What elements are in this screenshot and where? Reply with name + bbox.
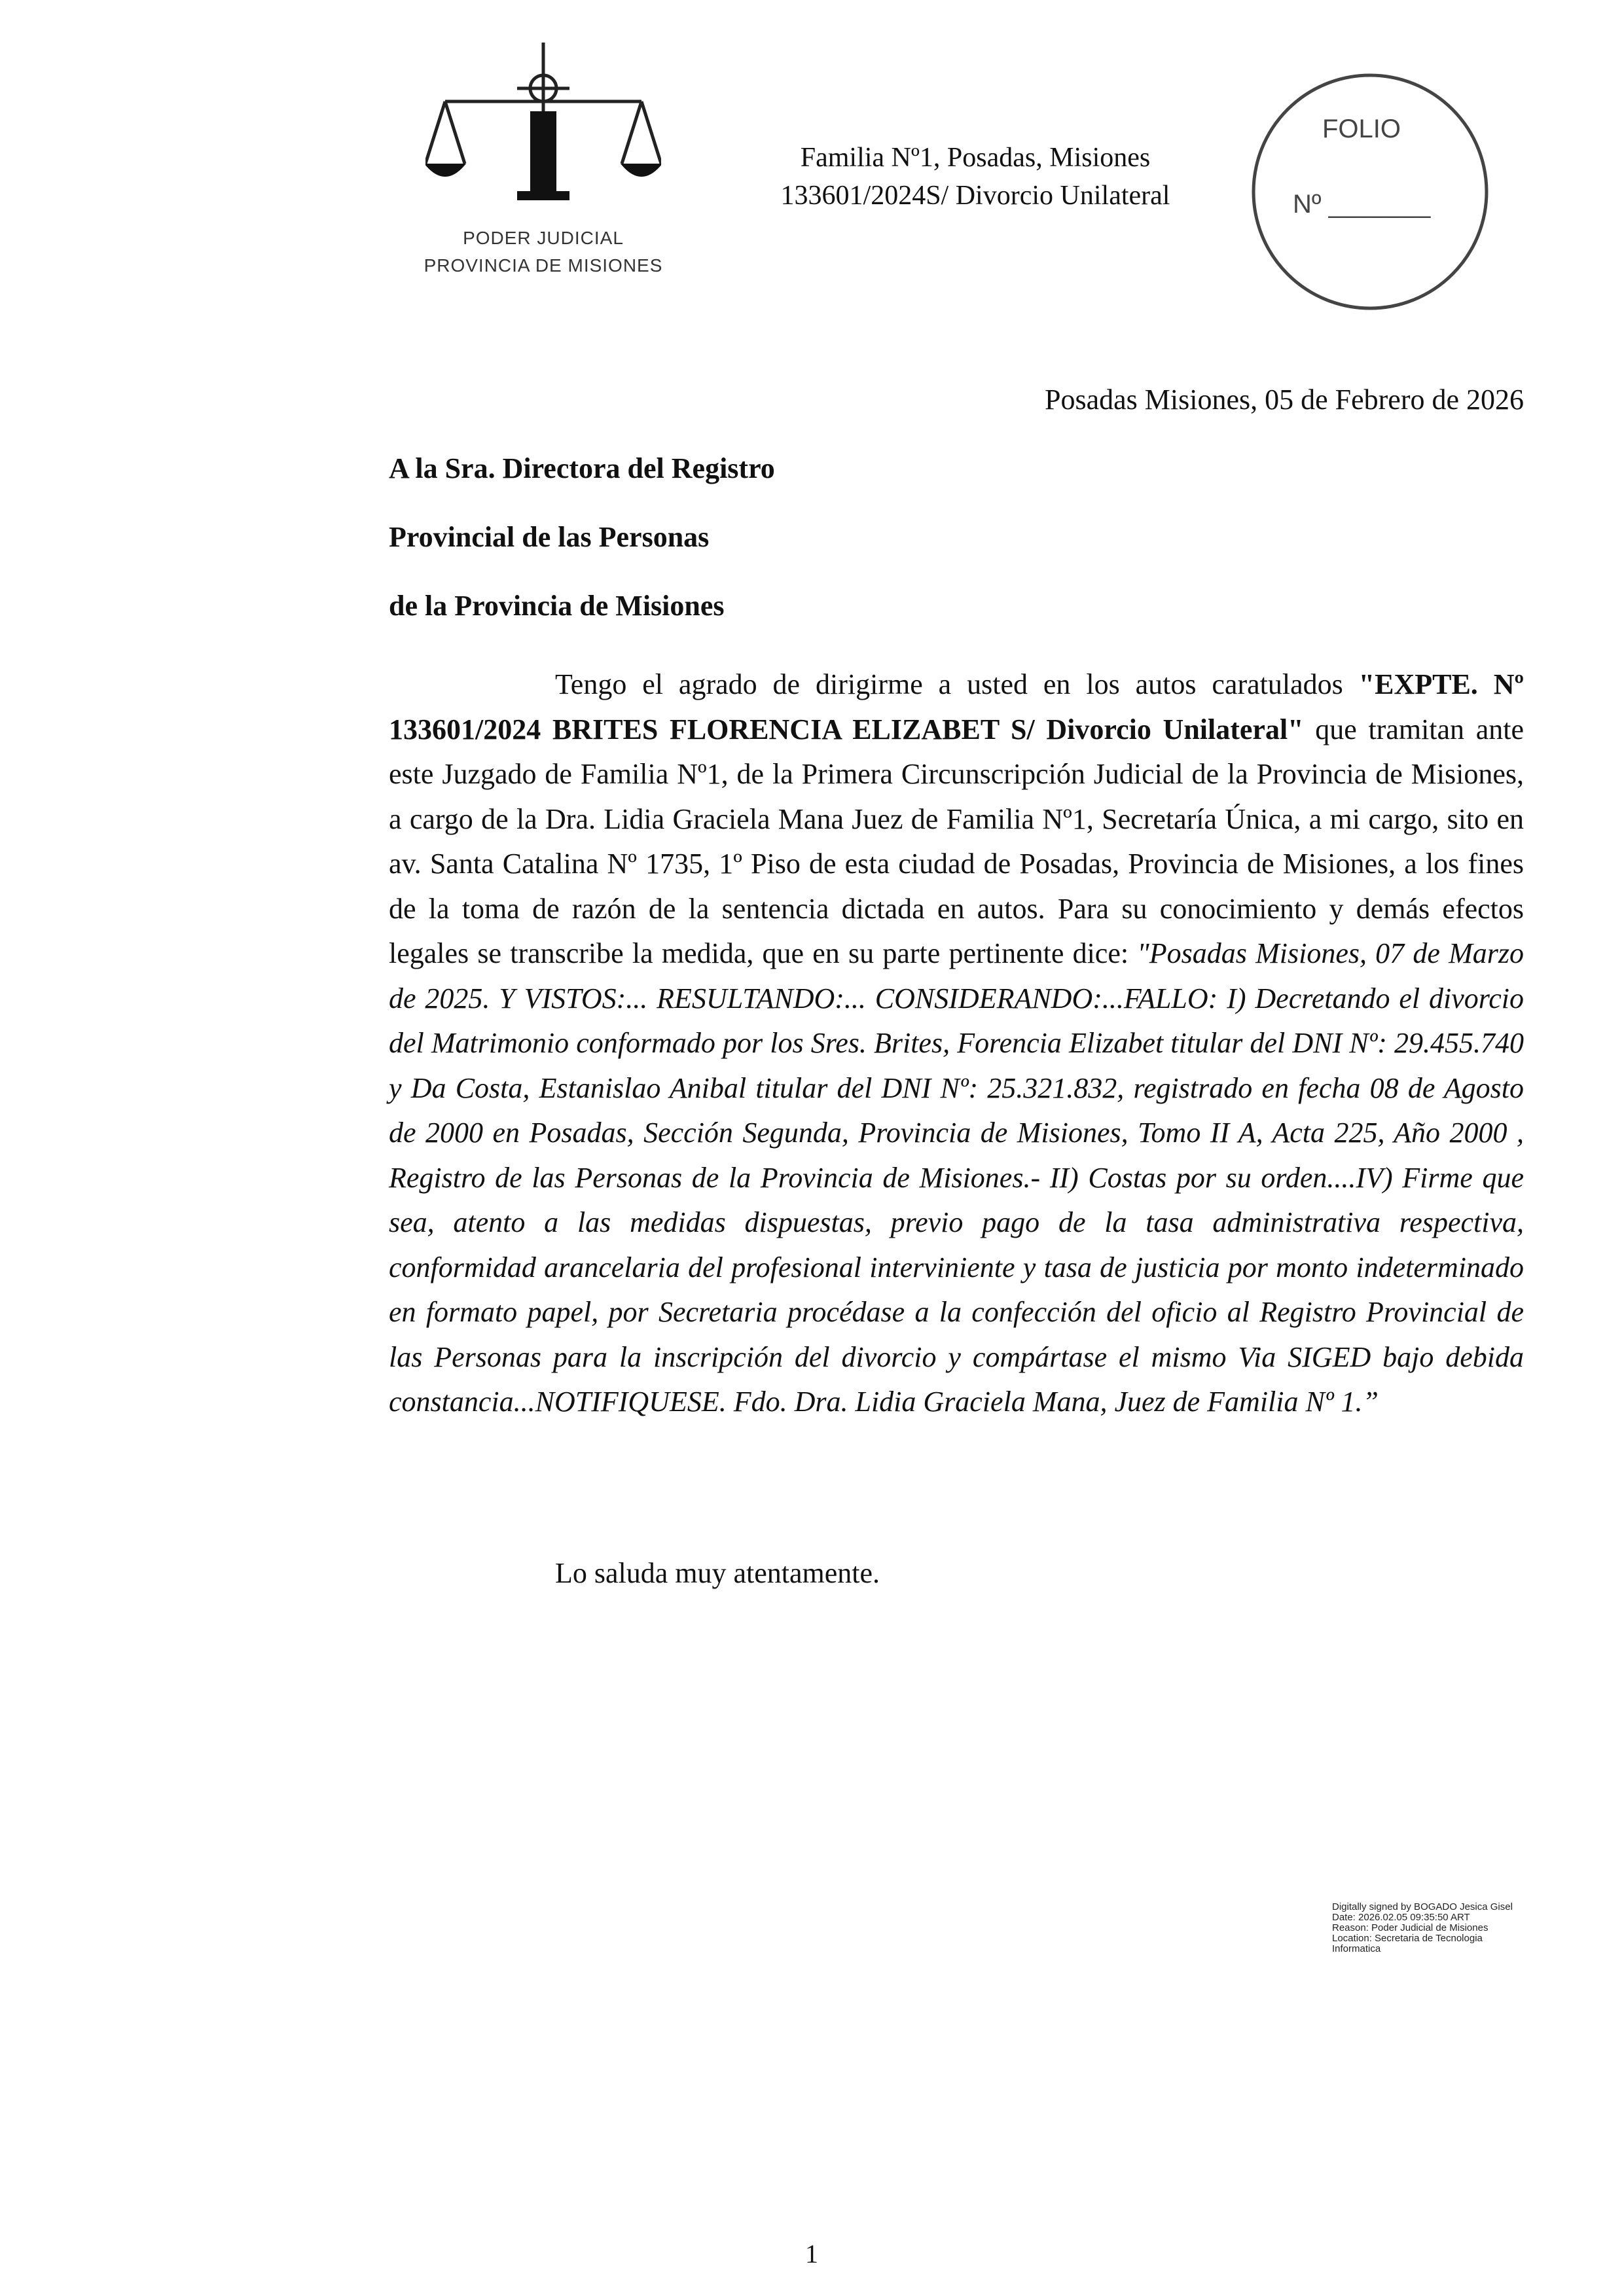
body-intro: Tengo el agrado de dirigirme a usted en los autos caratulados: [555, 668, 1359, 700]
addressee-line-2: Provincial de las Personas: [389, 521, 710, 553]
digital-signature: [1332, 1902, 1568, 1954]
signature-reason: Reason: Poder Judicial de Misiones: [1332, 1922, 1489, 1933]
signature-location-cont: Informatica: [1332, 1943, 1381, 1954]
addressee-line-3: de la Provincia de Misiones: [389, 590, 725, 622]
logo-line-1: PODER JUDICIAL: [463, 228, 624, 248]
case-header: [681, 139, 1270, 215]
ruling-quote: "Posadas Misiones, 07 de Marzo de 2025. Y VISTOS:... RESULTANDO:... CONSIDERANDO:...FALLO: I) Decretando el divorcio del Matrimonio conformado por los Sres. Brites, Forencia Elizabet titular del DNI Nº: 29.455.740 y Da Costa, Estanislao Anibal titular del DNI Nº: 25.321.832, registrado en fecha 08 de Agosto de 2000 en Posadas, Sección Segunda, Provincia de Misiones, Tomo II A, Acta 225, Año 2000 , Registro de las Personas de la Provincia de Misiones.- II) Costas por su orden....IV) Firme que sea, atento a las medidas dispuestas, previo pago de la tasa administrativa respectiva, conformidad arancelaria del profesional interviniente y tasa de justicia por monto indeterminado en formato papel, por Secretaria procédase a la confección del oficio al Registro Provincial de las Personas para la inscripción del divorcio y compártase el mismo Via SIGED bajo debida constancia...NOTIFIQUESE. Fdo. Dra. Lidia Graciela Mana, Juez de Familia Nº 1.”: [389, 937, 1525, 1418]
scales-of-justice-icon: [425, 39, 661, 223]
folio-number-label: Nº _______: [1293, 190, 1431, 219]
body-text: que tramitan ante este Juzgado de Familia Nº1, de la Primera Circunscripción Judicial de la Provincia de Misiones, a cargo de la Dra. Lidia Graciela Mana Juez de Familia Nº1, Secretaría Única, a mi cargo, sito en av. Santa Catalina Nº 1735, 1º Piso de esta ciudad de Posadas, Provincia de Misiones, a los fines de la toma de razón de la sentencia dictada en autos. Para su conocimiento y demás efectos legales se transcribe la medida, que en su parte pertinente dice:: [389, 713, 1524, 969]
letter-date: Posadas Misiones, 05 de Febrero de 2026: [1044, 384, 1524, 416]
folio-stamp: [1250, 72, 1490, 312]
poder-judicial-logo: [406, 39, 681, 288]
signature-date: Date: 2026.02.05 09:35:50 ART: [1332, 1912, 1470, 1923]
letter-body: [389, 662, 1524, 1425]
body-paragraph: [389, 662, 1524, 1425]
addressee-line-1: A la Sra. Directora del Registro: [389, 452, 775, 484]
folio-label: FOLIO: [1322, 115, 1401, 143]
closing: Lo saluda muy atentamente.: [555, 1557, 880, 1589]
case-title: "EXPTE. Nº 133601/2024 BRITES FLORENCIA ELIZABET S/ Divorcio Unilateral": [389, 668, 1525, 745]
signature-signer: Digitally signed by BOGADO Jesica Gisel: [1332, 1901, 1513, 1912]
court-line: Familia Nº1, Posadas, Misiones: [800, 143, 1151, 173]
signature-location: Location: Secretaria de Tecnologia: [1332, 1933, 1483, 1944]
page-number: 1: [805, 2239, 818, 2269]
logo-line-2: PROVINCIA DE MISIONES: [424, 255, 663, 276]
case-line: 133601/2024S/ Divorcio Unilateral: [780, 181, 1170, 211]
